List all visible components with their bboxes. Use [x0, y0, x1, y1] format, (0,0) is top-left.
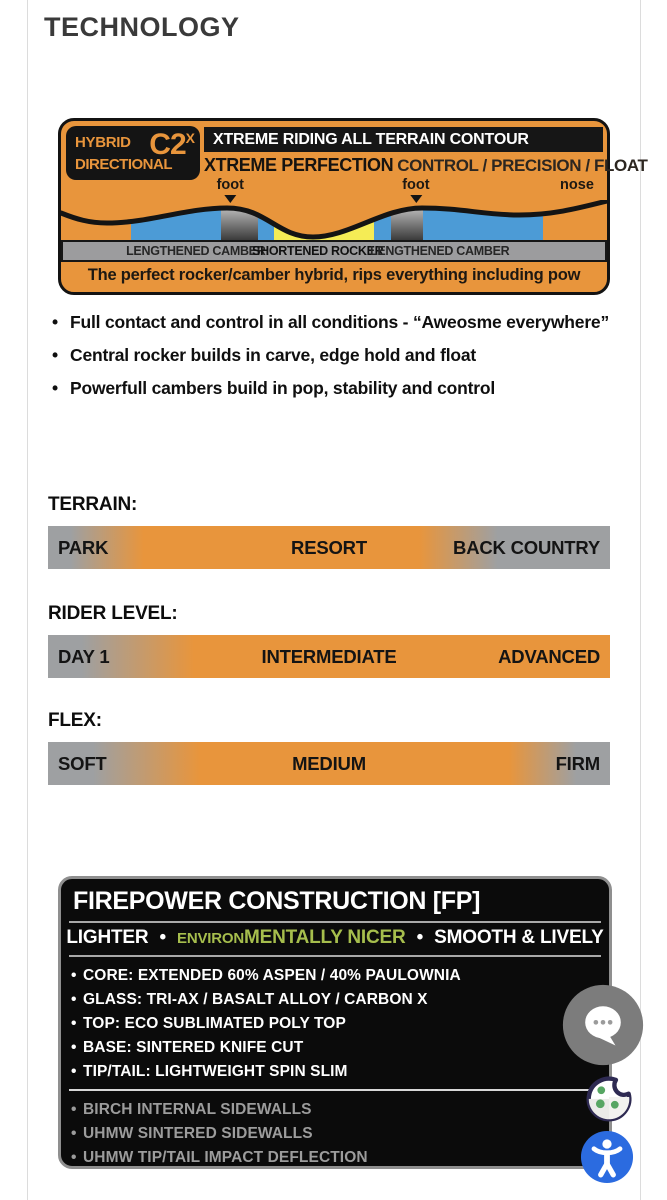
cookie-consent-button[interactable]: [580, 1068, 638, 1131]
subtitle-smooth-lively: SMOOTH & LIVELY: [434, 927, 604, 948]
accessibility-person-icon: [580, 1130, 634, 1184]
marker-nose: nose: [560, 177, 594, 193]
secondary-spec-item: • UHMW SINTERED SIDEWALLS: [71, 1122, 599, 1146]
cookie-icon: [580, 1068, 638, 1126]
c2x-hybrid-badge: [66, 126, 200, 180]
terrain-park-label: PARK: [58, 536, 109, 558]
flex-meter: [48, 710, 610, 785]
secondary-spec-item: • UHMW TIP/TAIL IMPACT DEFLECTION: [71, 1146, 599, 1169]
flex-label: FLEX:: [48, 710, 102, 731]
rider-day1-label: DAY 1: [58, 645, 110, 667]
spec-item: • GLASS: TRI-AX / BASALT ALLOY / CARBON X: [71, 988, 599, 1012]
spec-item: • BASE: SINTERED KNIFE CUT: [71, 1036, 599, 1060]
marker-foot-right: foot: [402, 179, 429, 203]
secondary-spec-item: • BIRCH INTERNAL SIDEWALLS: [71, 1098, 599, 1122]
flex-medium-label: MEDIUM: [292, 752, 366, 774]
flex-soft-label: SOFT: [58, 752, 107, 774]
bullet-separator: •: [159, 927, 166, 948]
spec-item: • TOP: ECO SUBLIMATED POLY TOP: [71, 1012, 599, 1036]
subtitle-lighter: LIGHTER: [66, 927, 149, 948]
spec-item: • TIP/TAIL: LIGHTWEIGHT SPIN SLIM: [71, 1060, 599, 1084]
terrain-bar: [48, 526, 610, 569]
badge-directional-label: DIRECTIONAL: [75, 156, 172, 173]
feature-item: • Powerfull cambers build in pop, stability and control: [48, 378, 614, 399]
spec-divider: [69, 1089, 601, 1091]
spec-item: • CORE: EXTENDED 60% ASPEN / 40% PAULOWNIA: [71, 964, 599, 988]
construction-subtitle: [61, 923, 609, 955]
accessibility-button[interactable]: [580, 1130, 634, 1189]
headline-bold: XTREME PERFECTION: [204, 155, 394, 175]
badge-hybrid-label: HYBRID: [75, 134, 131, 151]
flex-bar: [48, 742, 610, 785]
contour-banner: XTREME RIDING ALL TERRAIN CONTOUR: [204, 127, 603, 152]
zone-lengthened-camber-left: LENGTHENED CAMBER: [126, 244, 266, 258]
bullet-separator: •: [416, 927, 424, 948]
rider-intermediate-label: INTERMEDIATE: [261, 645, 397, 667]
chat-bubble-icon: [562, 984, 644, 1066]
flex-firm-label: FIRM: [555, 752, 600, 774]
rider-advanced-label: ADVANCED: [498, 645, 600, 667]
terrain-meter: [48, 494, 610, 569]
subtitle-environ: ENVIRON: [177, 930, 244, 947]
construction-spec-list: [61, 957, 609, 1086]
contour-tagline: The perfect rocker/camber hybrid, rips everything including pow: [87, 266, 581, 284]
chat-widget-button[interactable]: [562, 984, 644, 1071]
terrain-backcountry-label: BACK COUNTRY: [453, 536, 600, 558]
zone-lengthened-camber-right: LENGTHENED CAMBER: [370, 244, 510, 258]
contour-zone-bar: [61, 240, 607, 262]
feature-item: • Full contact and control in all conditions - “Aweosme everywhere”: [48, 312, 614, 333]
feature-list: [48, 312, 614, 411]
firepower-construction-card: [58, 876, 612, 1169]
zone-shortened-rocker: SHORTENED ROCKER: [252, 244, 384, 258]
feature-item: • Central rocker builds in carve, edge hold and float: [48, 345, 614, 366]
rider-level-bar: [48, 635, 610, 678]
terrain-label: TERRAIN:: [48, 494, 138, 515]
contour-card: [58, 118, 648, 295]
left-page-rule: [27, 0, 28, 1200]
construction-secondary-spec-list: [61, 1094, 609, 1169]
headline-rest: CONTROL / PRECISION / FLOAT: [397, 156, 648, 175]
rider-level-label: RIDER LEVEL:: [48, 603, 178, 624]
marker-foot-left: foot: [217, 179, 244, 203]
terrain-resort-label: RESORT: [291, 536, 367, 558]
construction-title: FIREPOWER CONSTRUCTION [FP]: [73, 887, 481, 915]
rider-level-meter: [48, 603, 610, 678]
badge-c2x-model: $C2^X$: [149, 128, 194, 161]
subtitle-mentally-nicer: MENTALLY NICER: [243, 927, 406, 948]
page-title: TECHNOLOGY: [44, 12, 240, 42]
camber-rocker-profile-diagram: [61, 200, 607, 240]
contour-headline: [204, 155, 648, 176]
